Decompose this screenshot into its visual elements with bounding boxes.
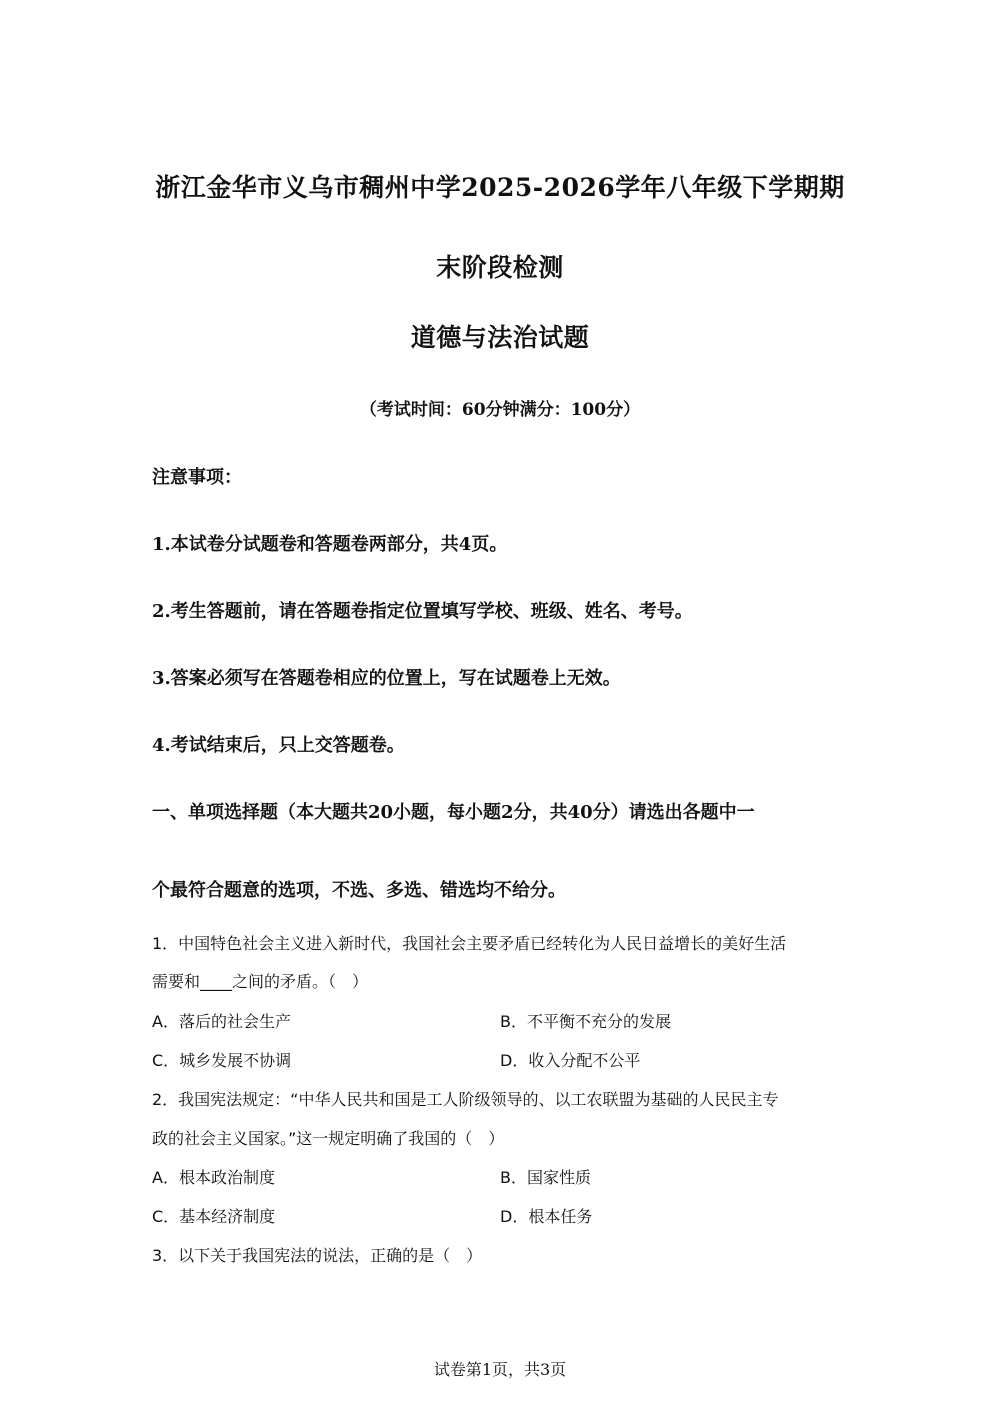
question-1-option-c: C．城乡发展不协调 — [152, 1051, 292, 1070]
question-1-option-b: B．不平衡不充分的发展 — [500, 1012, 671, 1031]
question-2-option-b: B．国家性质 — [500, 1168, 591, 1187]
question-1-option-a: A．落后的社会生产 — [152, 1012, 291, 1031]
notice-item: 2.考生答题前，请在答题卷指定位置填写学校、班级、姓名、考号。 — [152, 601, 693, 622]
question-2-stem-line2: 政的社会主义国家。”这一规定明确了我国的（ ） — [152, 1129, 505, 1148]
section-heading-line1: 一、单项选择题（本大题共20小题，每小题2分，共40分）请选出各题中一 — [152, 802, 755, 823]
question-1-option-d: D．收入分配不公平 — [500, 1051, 641, 1070]
page-footer: 试卷第1页，共3页 — [433, 1360, 567, 1379]
question-2-option-c: C．基本经济制度 — [152, 1207, 276, 1226]
notice-item: 4.考试结束后，只上交答题卷。 — [152, 735, 405, 756]
notice-item: 3.答案必须写在答题卷相应的位置上，写在试题卷上无效。 — [152, 668, 621, 689]
exam-subject: 道德与法治试题 — [410, 323, 590, 352]
exam-title-line2: 末阶段检测 — [436, 253, 564, 282]
question-3-stem-line1: 3．以下关于我国宪法的说法，正确的是（ ） — [152, 1246, 483, 1265]
question-2-stem-line1: 2．我国宪法规定：“中华人民共和国是工人阶级领导的、以工农联盟为基础的人民民主专 — [152, 1090, 779, 1109]
question-1-stem-line1: 1．中国特色社会主义进入新时代，我国社会主要矛盾已经转化为人民日益增长的美好生活 — [152, 934, 787, 953]
notice-heading: 注意事项： — [152, 467, 242, 488]
question-2-option-a: A．根本政治制度 — [152, 1168, 275, 1187]
exam-time-score: （考试时间：60分钟满分：100分） — [359, 400, 641, 420]
notice-item: 1.本试卷分试题卷和答题卷两部分，共4页。 — [152, 534, 508, 555]
exam-title-line1: 浙江金华市义乌市稠州中学2025-2026学年八年级下学期期 — [155, 173, 845, 202]
question-2-option-d: D．根本任务 — [500, 1207, 593, 1226]
question-1-stem-line2: 需要和____之间的矛盾。（ ） — [152, 972, 369, 991]
section-heading-line2: 个最符合题意的选项，不选、多选、错选均不给分。 — [152, 880, 566, 901]
